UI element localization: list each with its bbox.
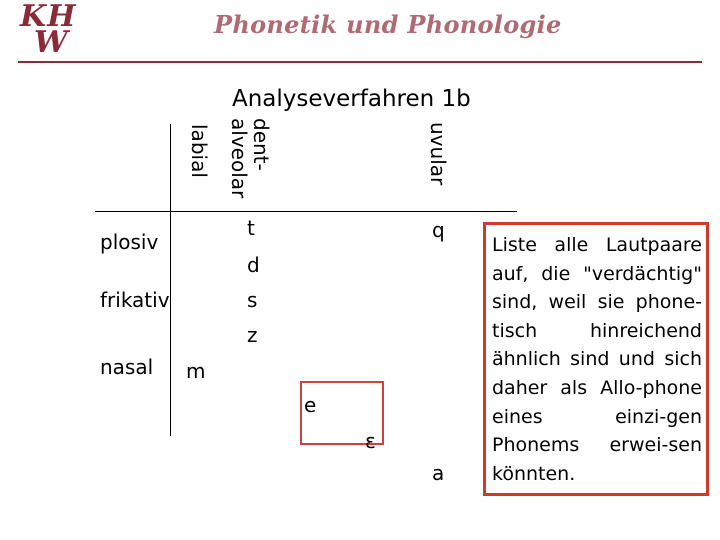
- logo-line-1: KH: [20, 0, 77, 34]
- column-header-dent-alveolar: [228, 118, 272, 198]
- vowel-epsilon: ɛ: [365, 429, 376, 453]
- note-text: Liste alle Lautpaare auf, die "verdächtig" sind, weil sie phone-tisch hinreichend ähnlich sind und sich daher als Allo-phone eines einzi-gen Phonems erwei-sen könnten.: [492, 234, 702, 485]
- column-header-uvular: [427, 122, 449, 185]
- cell-s: s: [247, 288, 258, 312]
- column-label-dent: dent-: [249, 118, 273, 171]
- logo-line-2: W: [34, 25, 68, 60]
- cell-d: d: [247, 253, 260, 277]
- table-vertical-divider: [170, 124, 171, 436]
- khw-logo: [20, 0, 77, 60]
- vowel-a: a: [432, 461, 445, 485]
- header-title: Phonetik und Phonologie: [214, 10, 562, 39]
- row-label-nasal: nasal: [100, 355, 154, 379]
- note-box: [483, 222, 709, 496]
- cell-m: m: [186, 359, 206, 383]
- column-label-labial: labial: [187, 124, 211, 178]
- cell-t: t: [247, 216, 255, 240]
- row-label-plosiv: plosiv: [100, 230, 159, 254]
- cell-z: z: [247, 323, 258, 347]
- cell-q: q: [432, 218, 445, 242]
- column-label-uvular: uvular: [426, 122, 450, 186]
- vowel-e: e: [304, 393, 317, 417]
- table-horizontal-divider: [95, 211, 517, 212]
- column-header-labial: [188, 124, 210, 178]
- slide-title: Analyseverfahren 1b: [232, 86, 471, 112]
- column-label-alveolar: alveolar: [227, 118, 251, 199]
- row-label-frikativ: frikativ: [100, 288, 170, 312]
- header-divider: [18, 61, 702, 63]
